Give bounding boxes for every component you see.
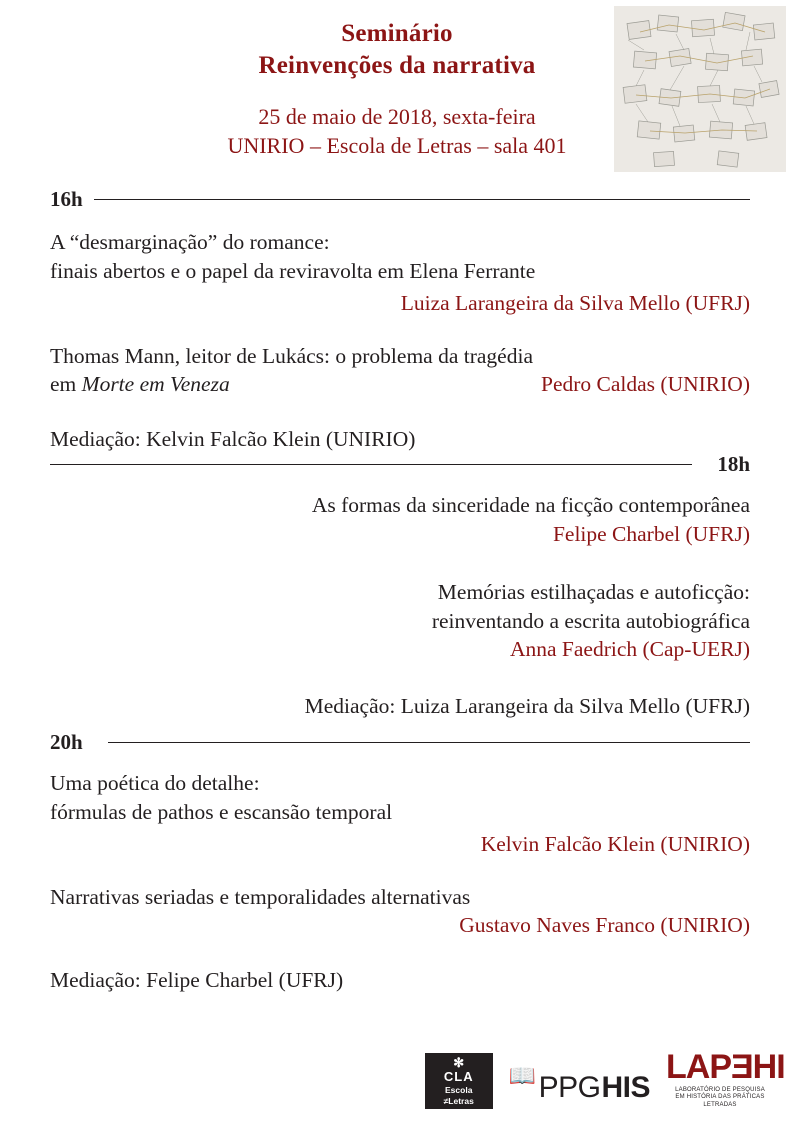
- session-18h: [50, 452, 750, 721]
- cla-line-1: CLA: [443, 1069, 474, 1085]
- talk-6-speaker: Gustavo Naves Franco (UNIRIO): [459, 913, 750, 938]
- cla-line-3: ≠Letras: [443, 1095, 474, 1106]
- session-18h-time: 18h: [717, 452, 750, 476]
- talk-5-line-1: Uma poética do detalhe:: [50, 771, 260, 795]
- divider: [94, 199, 750, 200]
- mediation-18h: Mediação: Luiza Larangeira da Silva Mello (UFRJ): [304, 693, 750, 718]
- talk-2: [50, 342, 750, 399]
- talk-1: [50, 228, 750, 318]
- talk-3-line-1: As formas da sinceridade na ficção contemporânea: [311, 493, 750, 517]
- talk-4: [50, 578, 750, 664]
- lapehi-caption-line-1: LABORATÓRIO DE PESQUISA: [675, 1086, 765, 1093]
- talk-2-title-cont-plain: em: [50, 372, 82, 397]
- mediation-16h: Mediação: Kelvin Falcão Klein (UNIRIO): [50, 426, 416, 451]
- session-18h-time-row: [50, 452, 750, 477]
- talk-1-line-2: finais abertos e o papel da reviravolta em Elena Ferrante: [50, 258, 536, 283]
- talk-2-title-cont: [50, 370, 230, 399]
- poster-header: [0, 18, 794, 160]
- event-date: 25 de maio de 2018, sexta-feira: [258, 104, 536, 129]
- talk-2-title-italic: Morte em Veneza: [81, 372, 230, 397]
- lapehi-caption-line-2: EM HISTÓRIA DAS PRÁTICAS: [675, 1094, 765, 1100]
- lapehi-mark: LAPƎHI: [666, 1048, 785, 1087]
- event-place: UNIRIO – Escola de Letras – sala 401: [227, 133, 567, 159]
- cla-glyph-icon: ✻: [453, 1055, 465, 1071]
- session-16h: [50, 187, 750, 454]
- lapehi-caption-line-3: LETRADAS: [703, 1101, 737, 1108]
- session-20h-time-row: [50, 730, 750, 755]
- cla-line-2: Escola: [445, 1085, 473, 1096]
- ppghis-thin: PPG: [538, 1071, 601, 1104]
- talk-4-line-1: Memórias estilhaçadas e autoficção:: [437, 580, 750, 605]
- session-16h-time: 16h: [50, 187, 83, 211]
- divider: [108, 742, 750, 743]
- logo-lapehi: [666, 1048, 785, 1109]
- cla-mark: [425, 1053, 493, 1109]
- seminar-subtitle: Reinvenções da narrativa: [258, 52, 536, 79]
- talk-5-speaker: Kelvin Falcão Klein (UNIRIO): [480, 832, 750, 857]
- talk-1-line-1: A “desmarginação” do romance:: [50, 230, 330, 254]
- talk-6: [50, 883, 750, 940]
- session-20h-time: 20h: [50, 730, 83, 754]
- talk-4-speaker: Anna Faedrich (Cap-UERJ): [509, 637, 750, 662]
- talk-3-speaker: Felipe Charbel (UFRJ): [552, 521, 750, 546]
- talk-4-line-2: reinventando a escrita autobiográfica: [431, 608, 750, 633]
- divider: [50, 464, 692, 465]
- talk-6-line-1: Narrativas seriadas e temporalidades alternativas: [50, 884, 471, 909]
- logo-cla: [425, 1053, 493, 1109]
- ppghis-bold: HIS: [601, 1071, 650, 1104]
- talk-3: [50, 491, 750, 548]
- talk-2-speaker: Pedro Caldas (UNIRIO): [541, 372, 750, 397]
- talk-2-title: Thomas Mann, leitor de Lukács: o problema da tragédia: [50, 343, 533, 368]
- session-20h: [50, 730, 750, 995]
- lapehi-caption: [666, 1087, 774, 1110]
- logo-row: [425, 1048, 785, 1109]
- book-icon: 📖: [508, 1063, 536, 1088]
- session-16h-time-row: [50, 187, 750, 212]
- talk-5: [50, 769, 750, 859]
- talk-1-speaker: Luiza Larangeira da Silva Mello (UFRJ): [400, 291, 750, 316]
- talk-5-line-2: fórmulas de pathos e escansão temporal: [50, 799, 393, 824]
- seminar-title: Seminário: [341, 20, 453, 47]
- logo-ppghis: [508, 1063, 650, 1109]
- mediation-20h: Mediação: Felipe Charbel (UFRJ): [50, 967, 344, 992]
